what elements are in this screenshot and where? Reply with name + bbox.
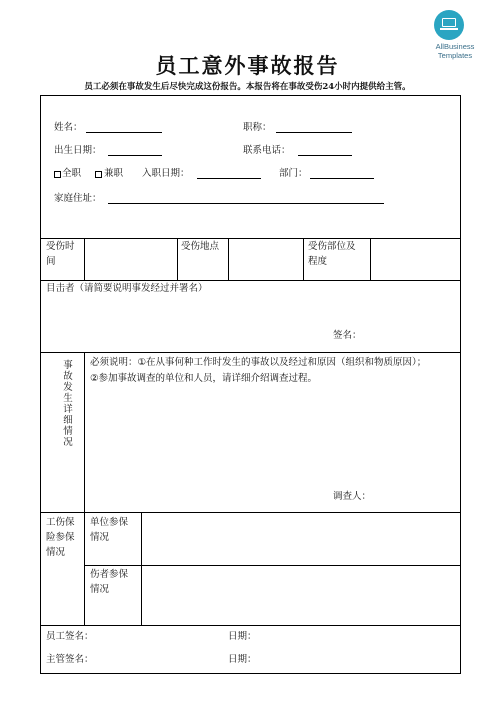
vline-insurance xyxy=(141,512,142,625)
supervisor-date-label: 日期： xyxy=(228,654,257,665)
hire-date-label: 入职日期： xyxy=(142,168,190,179)
witness-sign-label: 签名： xyxy=(333,330,362,341)
witness-label: 目击者（请简要说明事发经过并署名） xyxy=(46,283,208,294)
divider-injury xyxy=(40,280,461,281)
injured-insurance-label-2: 情况 xyxy=(90,584,110,595)
injury-part-label-1: 受伤部位及 xyxy=(308,241,356,252)
details-label: 事故发生详细情况 xyxy=(63,360,73,448)
dob-label: 出生日期： xyxy=(54,145,102,156)
page-title: 员工意外事故报告 xyxy=(155,53,340,78)
dept-field[interactable] xyxy=(310,178,374,179)
phone-field[interactable] xyxy=(298,155,352,156)
investigator-label: 调查人： xyxy=(333,491,372,502)
laptop-icon xyxy=(434,10,464,40)
name-field[interactable] xyxy=(86,132,162,133)
injury-time-label-1: 受伤时 xyxy=(46,241,75,252)
fulltime-checkbox[interactable] xyxy=(54,171,61,178)
company-insurance-label-1: 单位参保 xyxy=(90,517,129,528)
logo-line-1: AllBusiness xyxy=(435,42,475,51)
logo-line-2: Templates xyxy=(437,51,473,60)
dept-label: 部门： xyxy=(279,168,308,179)
divider-witness xyxy=(40,352,461,353)
employee-sign-label: 员工签名： xyxy=(46,631,94,642)
vline-injury-2 xyxy=(177,238,178,280)
job-title-field[interactable] xyxy=(276,132,352,133)
vline-details xyxy=(84,352,85,625)
supervisor-sign-label: 主管签名： xyxy=(46,654,94,665)
vline-injury-1 xyxy=(84,238,85,280)
phone-label: 联系电话： xyxy=(243,145,291,156)
job-title-label: 职称： xyxy=(243,122,272,133)
hire-date-field[interactable] xyxy=(197,178,261,179)
details-note-line-1: 必须说明：①在从事何种工作时发生的事故以及经过和原因（组织和物质原因）； xyxy=(90,357,427,368)
vline-injury-4 xyxy=(303,238,304,280)
employee-date-label: 日期： xyxy=(228,631,257,642)
divider-personal xyxy=(40,238,461,239)
injured-insurance-label-1: 伤者参保 xyxy=(90,569,129,580)
divider-insurance-bottom xyxy=(40,625,461,626)
vline-injury-5 xyxy=(370,238,371,280)
page-subtitle: 员工必须在事故发生后尽快完成这份报告。本报告将在事故受伤24小时内提供给主管。 xyxy=(84,82,411,92)
vline-injury-3 xyxy=(228,238,229,280)
insurance-label-2: 险参保 xyxy=(46,532,75,543)
injury-place-label: 受伤地点 xyxy=(181,241,220,252)
fulltime-label: 全职 xyxy=(62,168,82,179)
parttime-checkbox[interactable] xyxy=(95,171,102,178)
dob-field[interactable] xyxy=(108,155,162,156)
injury-part-label-2: 程度 xyxy=(308,256,328,267)
details-note-line-2: ②参加事故调查的单位和人员，请详细介绍调查过程。 xyxy=(90,373,318,384)
company-insurance-label-2: 情况 xyxy=(90,532,110,543)
insurance-label-1: 工伤保 xyxy=(46,517,75,528)
address-field[interactable] xyxy=(108,203,384,204)
name-label: 姓名： xyxy=(54,122,83,133)
injury-time-label-2: 间 xyxy=(46,256,56,267)
divider-details xyxy=(40,512,461,513)
insurance-label-3: 情况 xyxy=(46,547,66,558)
address-label: 家庭住址： xyxy=(54,193,102,204)
parttime-label: 兼职 xyxy=(104,168,124,179)
